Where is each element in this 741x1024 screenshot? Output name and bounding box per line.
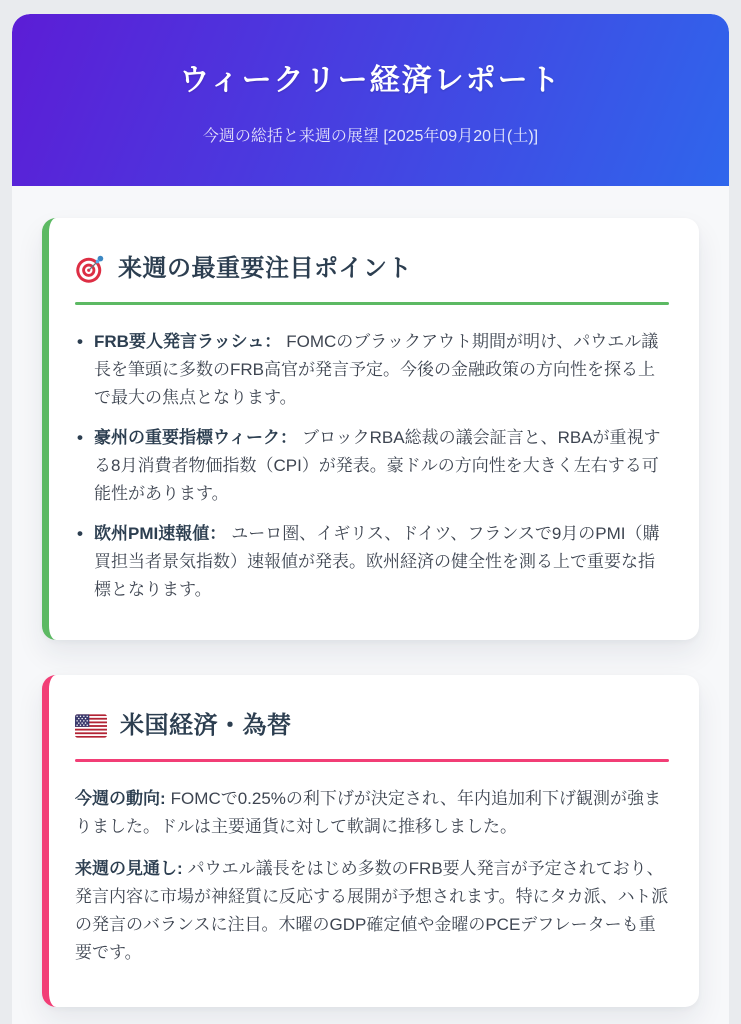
section-divider (75, 759, 669, 762)
report-container (12, 14, 729, 1024)
paragraph-text: パウエル議長をはじめ多数のFRB要人発言が予定されており、発言内容に市場が神経質に反応する展開が予想されます。特にタカ派、ハト派の発言のバランスに注目。木曜のGDP確定値や金曜のPCEデフレーターも重要です。 (75, 859, 669, 962)
paragraph-text: FOMCで0.25%の利下げが決定され、年内追加利下げ観測が強まりました。ドルは主要通貨に対して軟調に推移しました。 (75, 789, 661, 836)
bullet-label: 欧州PMI速報値： (94, 524, 227, 543)
list-item (75, 328, 669, 412)
section-title: 米国経済・為替 (120, 712, 292, 739)
report-header (12, 14, 729, 186)
paragraph-this-week (75, 785, 669, 841)
target-icon (75, 254, 105, 284)
section-divider (75, 302, 669, 305)
section-key-points-heading (75, 252, 669, 286)
list-item (75, 424, 669, 508)
list-item (75, 520, 669, 604)
section-us-economy-heading (75, 709, 669, 743)
paragraph-label: 今週の動向: (75, 789, 166, 808)
report-subtitle: 今週の総括と来週の展望 [2025年09月20日(土)] (202, 127, 539, 145)
paragraph-label: 来週の見通し: (75, 859, 183, 878)
report-title: ウィークリー経済レポート (179, 63, 562, 97)
bullet-label: 豪州の重要指標ウィーク： (94, 428, 297, 447)
paragraph-next-week (75, 855, 669, 967)
bullet-text: FOMCのブラックアウト期間が明け、パウエル議長を筆頭に多数のFRB高官が発言予定。今後の金融政策の方向性を探る上で最大の焦点となります。 (94, 332, 659, 407)
key-points-list (75, 328, 669, 604)
us-flag-icon (75, 714, 107, 738)
bullet-label: FRB要人発言ラッシュ： (94, 332, 282, 351)
section-title: 来週の最重要注目ポイント (118, 255, 412, 282)
section-us-economy (42, 675, 699, 1007)
section-key-points (42, 218, 699, 640)
bullet-text: ブロックRBA総裁の議会証言と、RBAが重視する8月消費者物価指数（CPI）が発表。豪ドルの方向性を大きく左右する可能性があります。 (94, 428, 661, 503)
bullet-text: ユーロ圏、イギリス、ドイツ、フランスで9月のPMI（購買担当者景気指数）速報値が発表。欧州経済の健全性を測る上で重要な指標となります。 (94, 524, 660, 599)
